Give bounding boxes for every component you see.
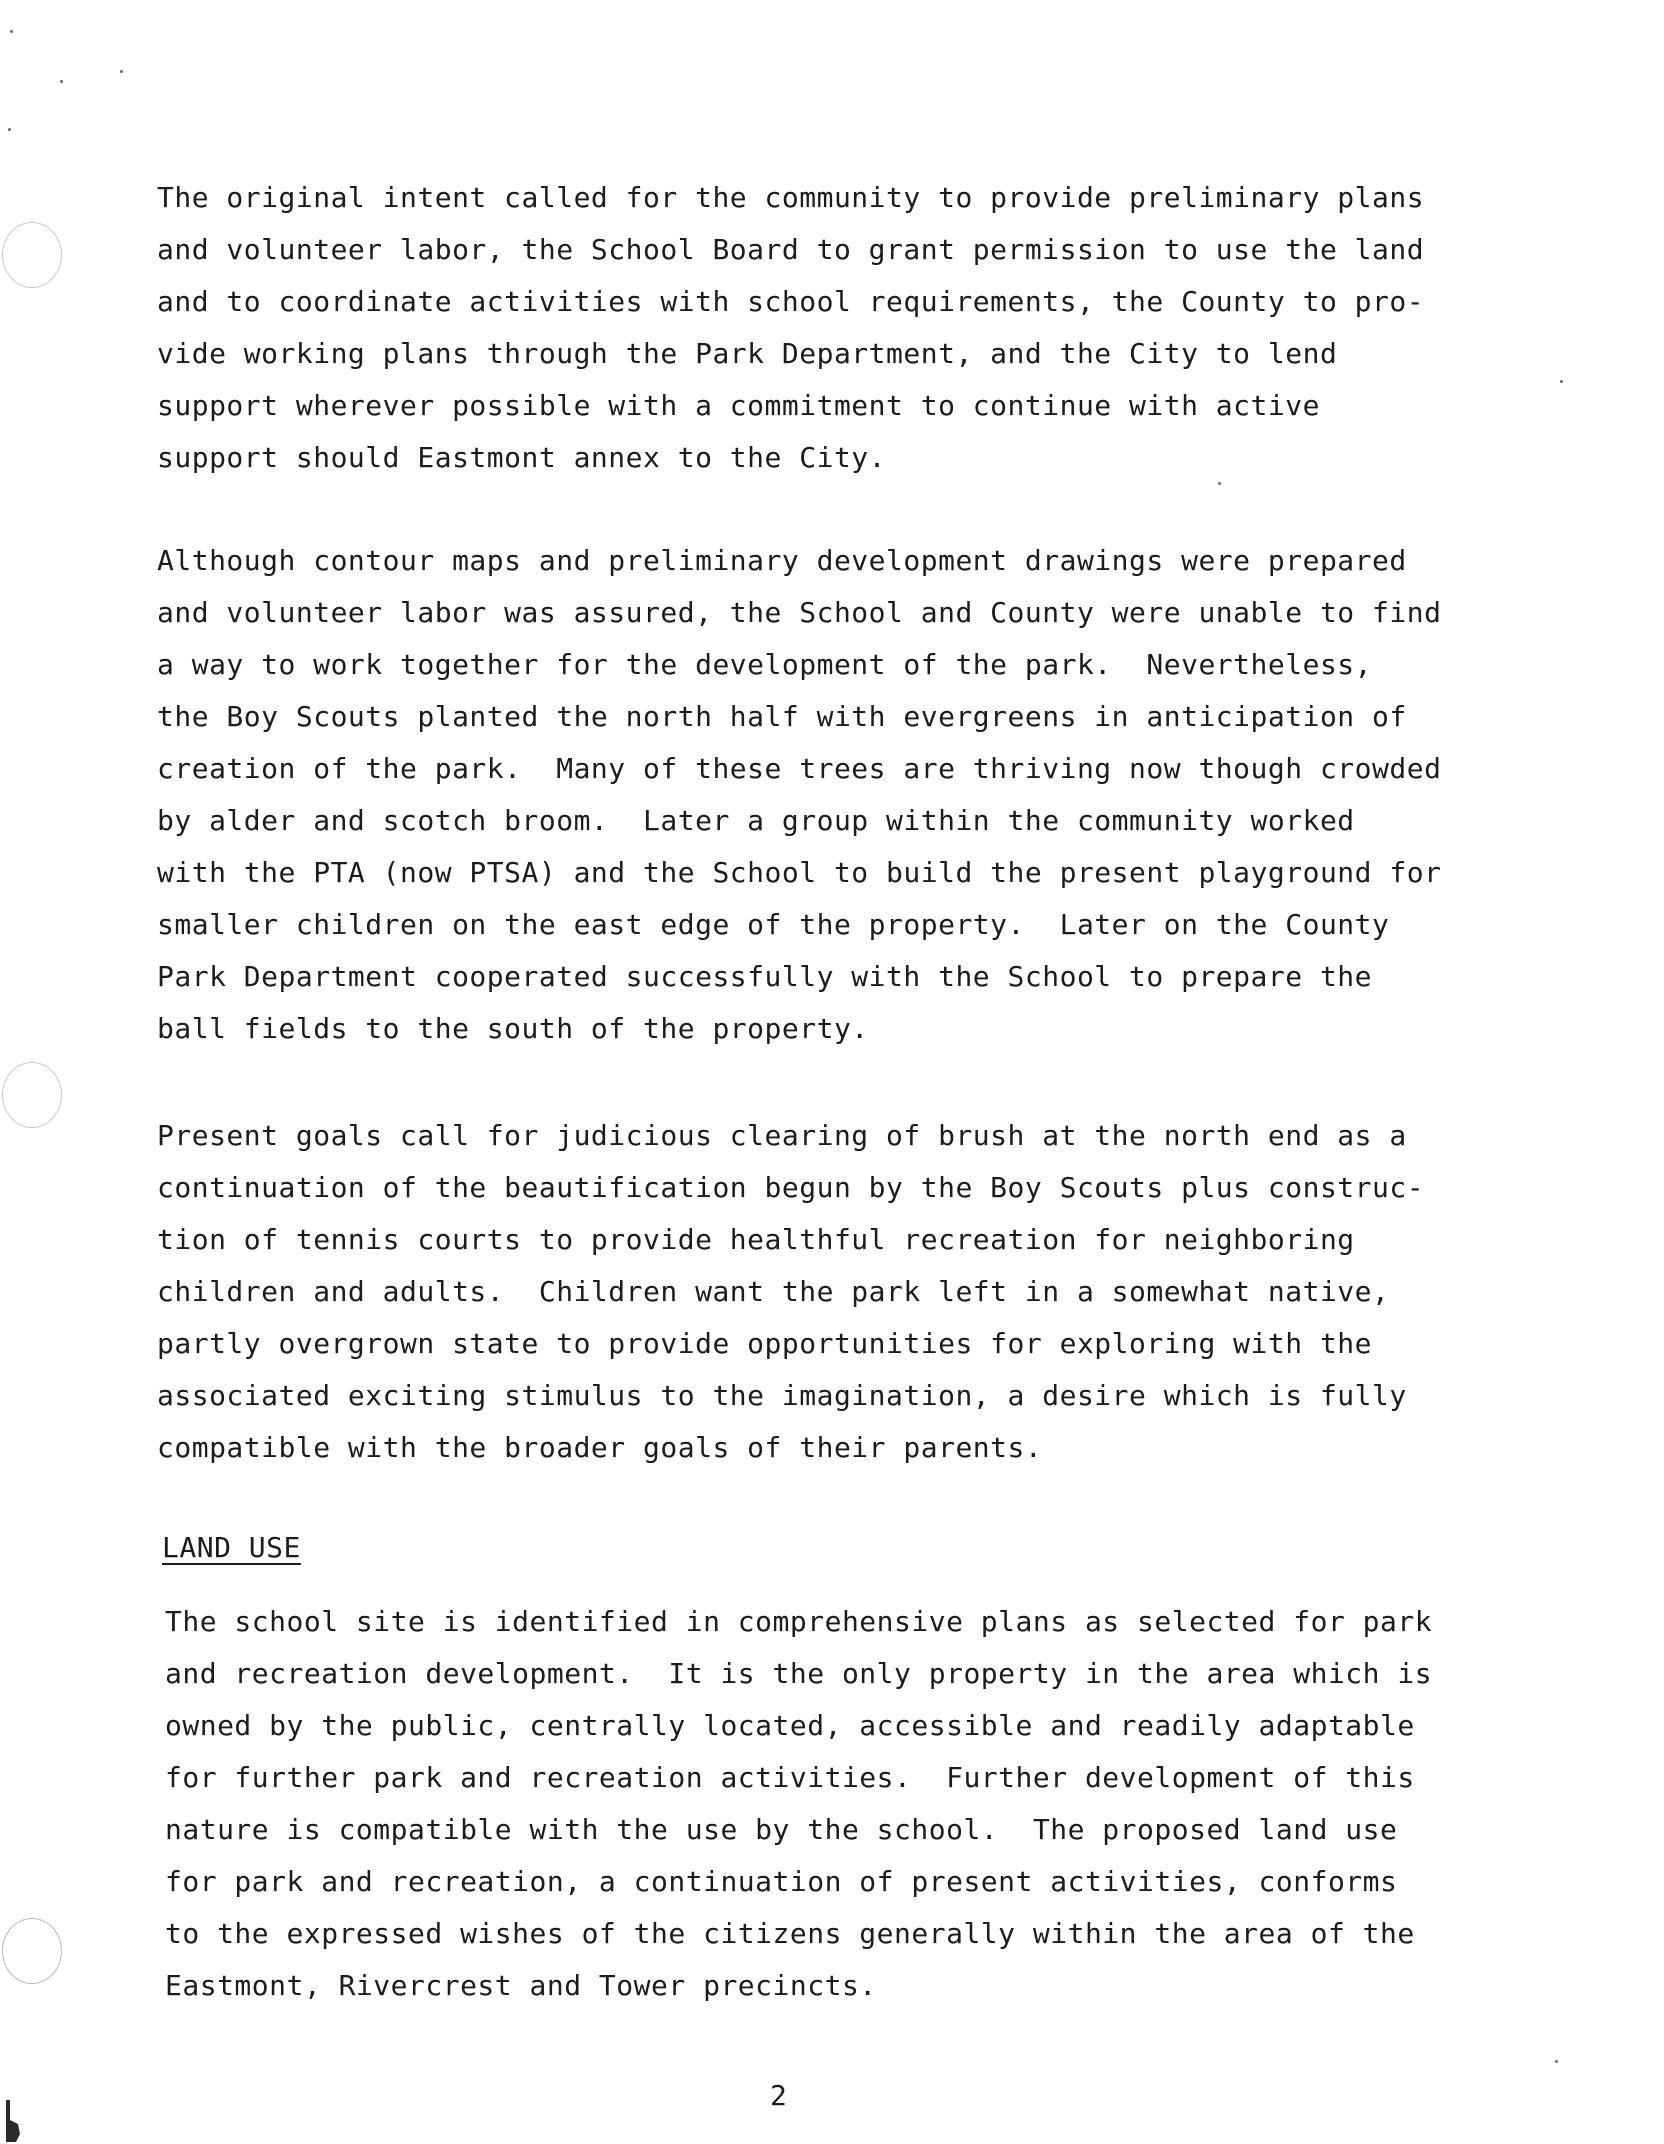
text-line: The school site is identified in comprehensive plans as selected for park [165,1605,1433,1638]
text-line: to the expressed wishes of the citizens generally within the area of the [165,1917,1415,1950]
paragraph-land-use [165,1596,1435,2012]
text-line: Although contour maps and preliminary development drawings were prepared [157,544,1407,577]
text-line: children and adults. Children want the park left in a somewhat native, [157,1275,1390,1308]
paragraph-history [157,535,1442,1055]
text-line: nature is compatible with the use by the school. The proposed land use [165,1813,1398,1846]
text-line: associated exciting stimulus to the imagination, a desire which is fully [157,1379,1407,1412]
text-line: compatible with the broader goals of their parents. [157,1431,1043,1464]
text-line: for park and recreation, a continuation of present activities, conforms [165,1865,1398,1898]
text-line: smaller children on the east edge of the property. Later on the County [157,908,1390,941]
paragraph-original-intent [157,172,1427,484]
punch-hole-middle [2,1062,62,1128]
text-line: and volunteer labor, the School Board to grant permission to use the land [157,233,1425,266]
text-line: continuation of the beautification begun by the Boy Scouts plus construc- [157,1171,1425,1204]
text-line: tion of tennis courts to provide healthful recreation for neighboring [157,1223,1355,1256]
scan-speck [8,128,11,131]
punch-hole-bottom [2,1918,62,1984]
text-line: and volunteer labor was assured, the School and County were unable to find [157,596,1442,629]
paragraph-present-goals [157,1110,1427,1474]
text-line: and recreation development. It is the only property in the area which is [165,1657,1433,1690]
scan-speck [1560,380,1563,383]
scan-speck [10,30,13,33]
page-number: 2 [770,2079,787,2112]
text-line: and to coordinate activities with school requirements, the County to pro- [157,285,1425,318]
scan-speck [1555,2060,1558,2063]
text-line: Eastmont, Rivercrest and Tower precincts. [165,1969,877,2002]
text-line: owned by the public, centrally located, accessible and readily adaptable [165,1709,1415,1742]
section-heading: LAND USE [162,1531,301,1564]
text-line: the Boy Scouts planted the north half with evergreens in anticipation of [157,700,1407,733]
text-line: Present goals call for judicious clearing of brush at the north end as a [157,1119,1407,1152]
text-line: partly overgrown state to provide opportunities for exploring with the [157,1327,1373,1360]
text-line: creation of the park. Many of these trees are thriving now though crowded [157,752,1442,785]
text-line: support should Eastmont annex to the City. [157,441,887,474]
scan-speck [60,80,63,83]
text-line: by alder and scotch broom. Later a group within the community worked [157,804,1355,837]
scan-edge-mark [4,2098,22,2142]
scan-speck [120,70,123,73]
text-line: a way to work together for the development of the park. Nevertheless, [157,648,1373,681]
text-line: The original intent called for the community to provide preliminary plans [157,181,1425,214]
text-line: Park Department cooperated successfully with the School to prepare the [157,960,1373,993]
text-line: vide working plans through the Park Department, and the City to lend [157,337,1338,370]
text-line: support wherever possible with a commitment to continue with active [157,389,1320,422]
punch-hole-top [2,222,62,288]
text-line: with the PTA (now PTSA) and the School to build the present playground for [157,856,1442,889]
text-line: ball fields to the south of the property. [157,1012,869,1045]
text-line: for further park and recreation activities. Further development of this [165,1761,1415,1794]
